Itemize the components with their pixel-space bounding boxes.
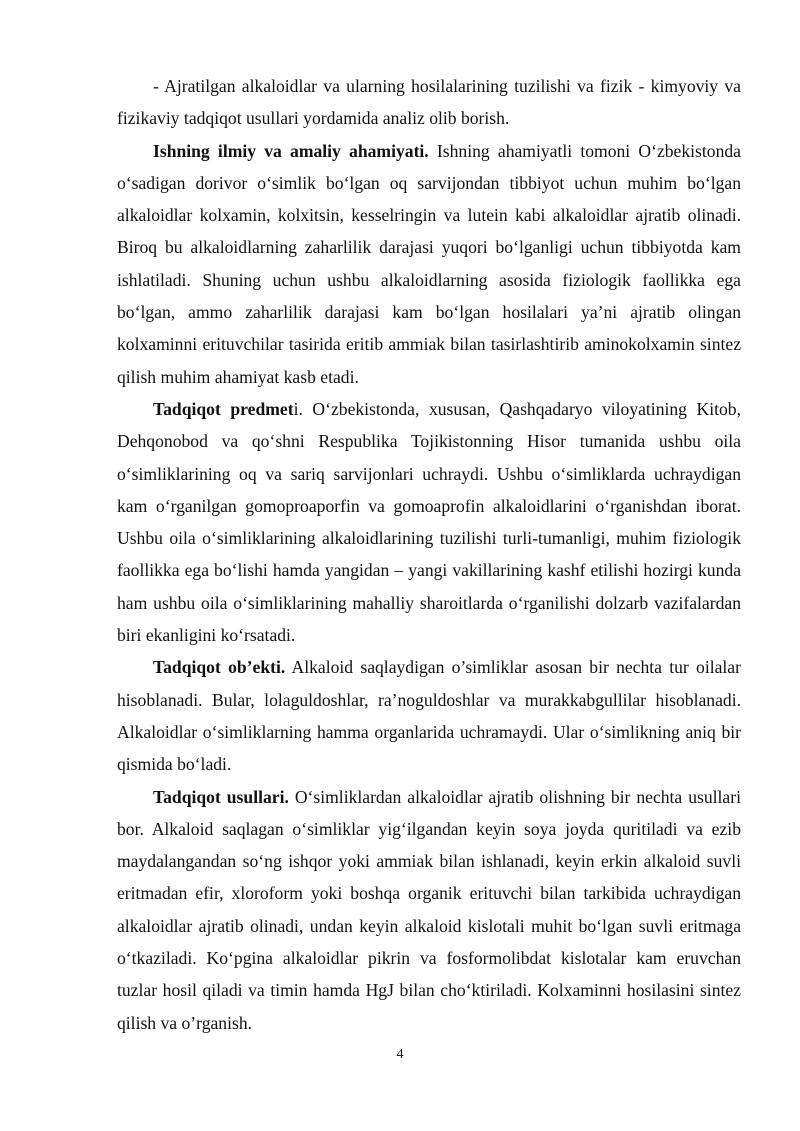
paragraph-task-item: [117, 70, 741, 135]
page-body: [117, 70, 741, 1039]
paragraph-methods: [117, 781, 741, 1039]
section-heading-significance: Ishning ilmiy va amaliy ahamiyati.: [153, 140, 429, 161]
paragraph-text: Ishning ahamiyatli tomoni O‘zbekistonda o‘sadigan dorivor o‘simlik bo‘lgan oq sarvijondan tibbiyot uchun muhim bo‘lgan alkaloidlar kolxamin, kolxitsin, kesselringin va lutein kabi alkaloidlar ajratib olinadi. Biroq bu alkaloidlarning zaharlilik darajasi yuqori bo‘lganligi uchun tibbiyotda kam ishlatiladi. Shuning uchun ushbu alkaloidlarning asosida fiziologik faollikka ega bo‘lgan, ammo zaharlilik darajasi kam bo‘lgan hosilalari ya’ni ajratib olingan kolxaminni erituvchilar tasirida eritib ammiak bilan tasirlashtirib aminokolxamin sintez qilish muhim ahamiyat kasb etadi.: [117, 140, 741, 387]
section-heading-object: Tadqiqot ob’ekti.: [153, 657, 286, 678]
section-heading-subject: Tadqiqot predmet: [153, 398, 294, 419]
paragraph-significance: [117, 135, 741, 393]
paragraph-object: [117, 651, 741, 780]
paragraph-text: Alkaloid saqlaydigan o’simliklar asosan bir nechta tur oilalar hisoblanadi. Bular, lolaguldoshlar, ra’noguldoshlar va murakkabgullilar hisoblanadi. Alkaloidlar o‘simliklarning hamma organlarida uchramaydi. Ular o‘simlikning aniq bir qismida bo‘ladi.: [117, 657, 741, 775]
paragraph-text: i. O‘zbekistonda, xususan, Qashqadaryo viloyatining Kitob, Dehqonobod va qo‘shni Respublika Tojikistonning Hisor tumanida ushbu oila o‘simliklarining oq va sariq sarvijonlari uchraydi. Ushbu o‘simliklarda uchraydigan kam o‘rganilgan gomoproaporfin va gomoaprofin alkaloidlarini o‘rganishdan iborat. Ushbu oila o‘simliklarining alkaloidlarining tuzilishi turli-tumanligi, muhim fiziologik faollikka ega bo‘lishi hamda yangidan – yangi vakillarining kashf etilishi hozirgi kunda ham ushbu oila o‘simliklarining mahalliy sharoitlarda o‘rganilishi dolzarb vazifalardan biri ekanligini ko‘rsatadi.: [117, 398, 741, 646]
paragraph-text: - Ajratilgan alkaloidlar va ularning hosilalarining tuzilishi va fizik - kimyoviy va fizikaviy tadqiqot usullari yordamida analiz olib borish.: [117, 76, 741, 129]
section-heading-methods: Tadqiqot usullari.: [153, 786, 289, 807]
paragraph-text: O‘simliklardan alkaloidlar ajratib olishning bir nechta usullari bor. Alkaloid saqlagan o‘simliklar yig‘ilgandan keyin soya joyda quritiladi va ezib maydalangandan so‘ng ishqor yoki ammiak bilan ishlanadi, keyin erkin alkaloid suvli eritmadan efir, xloroform yoki boshqa organik erituvchi bilan tarkibida uchraydigan alkaloidlar ajratib olinadi, undan keyin alkaloid kislotali muhit bo‘lgan suvli eritmaga o‘tkaziladi. Ko‘pgina alkaloidlar pikrin va fosformolibdat kislotalar kam eruvchan tuzlar hosil qiladi va timin hamda HgJ bilan cho‘ktiriladi. Kolxaminni hosilasini sintez qilish va o’rganish.: [117, 786, 741, 1033]
page-number: 4: [396, 1047, 404, 1062]
paragraph-subject: [117, 393, 741, 651]
